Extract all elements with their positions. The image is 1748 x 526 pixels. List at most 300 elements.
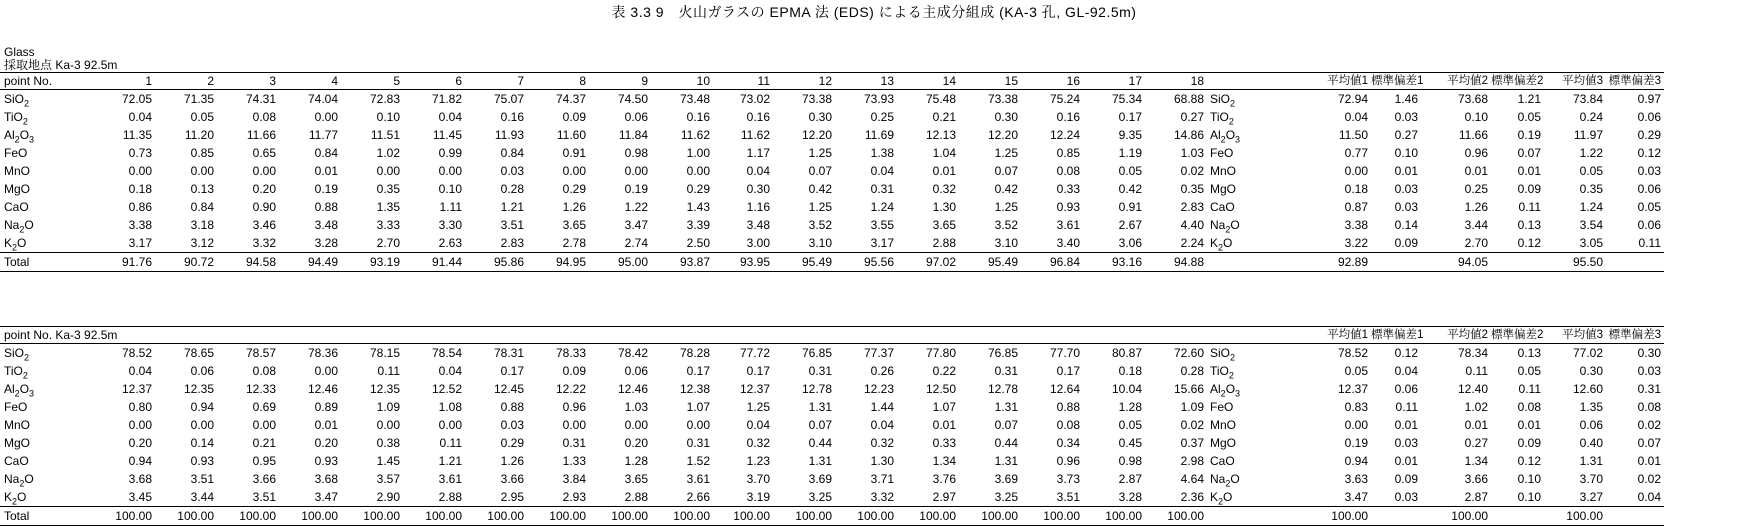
value-cell: 0.30	[808, 110, 832, 124]
value-cell: 1.24	[870, 200, 894, 214]
stat-header: 平均値3	[1544, 73, 1606, 90]
value-cell: 12.23	[863, 382, 894, 396]
value-cell: 0.16	[1056, 110, 1080, 124]
value-cell: 11.66	[246, 128, 276, 142]
stat-cell: 1.02	[1464, 400, 1488, 414]
stat-cell: 3.22	[1344, 236, 1368, 250]
stat-cell: 0.03	[1394, 182, 1418, 196]
total-cell: 100.00	[773, 507, 835, 526]
oxide-label: CaO	[4, 200, 29, 214]
value-cell: 2.83	[500, 236, 524, 250]
value-cell: 0.84	[500, 146, 524, 160]
value-cell: 11.35	[122, 128, 152, 142]
oxide-row	[0, 198, 1664, 216]
value-cell: 3.46	[252, 218, 276, 232]
point-number	[713, 327, 773, 344]
stat-cell: 0.04	[1344, 110, 1368, 124]
stat-cell: 0.24	[1579, 110, 1603, 124]
value-cell: 1.45	[376, 454, 400, 468]
value-cell: 11.69	[864, 128, 894, 142]
stat-cell: 1.46	[1394, 92, 1418, 106]
value-cell: 12.46	[307, 382, 338, 396]
total-cell: 95.49	[773, 253, 835, 272]
stat-cell: 0.12	[1394, 346, 1418, 360]
value-cell: 0.42	[994, 182, 1018, 196]
value-cell: 76.85	[987, 346, 1018, 360]
value-cell: 1.02	[376, 146, 400, 160]
value-cell: 12.37	[121, 382, 152, 396]
value-cell: 3.25	[808, 490, 832, 504]
value-cell: 1.28	[624, 454, 648, 468]
total-cell: 93.87	[651, 253, 713, 272]
value-cell: 72.05	[121, 92, 152, 106]
stat-cell: 0.03	[1637, 364, 1661, 378]
oxide-label-repeat: MgO	[1210, 436, 1237, 450]
value-cell: 0.10	[376, 110, 400, 124]
value-cell: 1.16	[746, 200, 770, 214]
oxide-label: MgO	[4, 182, 31, 196]
sample-type: Glass	[4, 45, 35, 59]
value-cell: 0.07	[808, 164, 832, 178]
value-cell: 0.00	[686, 418, 710, 432]
oxide-row	[0, 234, 1664, 253]
value-cell: 0.69	[252, 400, 276, 414]
value-cell: 0.27	[1180, 110, 1204, 124]
point-number: 10	[651, 73, 713, 90]
value-cell: 10.04	[1111, 382, 1142, 396]
point-number: 11	[713, 73, 773, 90]
value-cell: 3.28	[1118, 490, 1142, 504]
value-cell: 3.10	[994, 236, 1018, 250]
oxide-label: CaO	[4, 454, 29, 468]
value-cell: 0.31	[808, 364, 832, 378]
total-cell: 100.00	[341, 507, 403, 526]
value-cell: 0.21	[932, 110, 956, 124]
value-cell: 0.89	[314, 400, 338, 414]
value-cell: 76.85	[801, 346, 832, 360]
value-cell: 1.26	[500, 454, 524, 468]
value-cell: 0.00	[314, 364, 338, 378]
value-cell: 0.01	[932, 164, 956, 178]
value-cell: 12.20	[987, 128, 1018, 142]
value-cell: 0.30	[994, 110, 1018, 124]
value-cell: 0.85	[190, 146, 214, 160]
value-cell: 3.48	[746, 218, 770, 232]
value-cell: 1.03	[624, 400, 648, 414]
stat-cell: 0.83	[1344, 400, 1368, 414]
stat-cell: 78.52	[1337, 346, 1368, 360]
value-cell: 73.48	[679, 92, 710, 106]
value-cell: 3.76	[932, 472, 956, 486]
stat-cell: 0.03	[1394, 200, 1418, 214]
value-cell: 2.83	[1180, 200, 1204, 214]
value-cell: 0.21	[252, 436, 276, 450]
value-cell: 0.03	[500, 418, 524, 432]
stat-cell: 1.21	[1517, 92, 1541, 106]
point-number: 5	[341, 73, 403, 90]
value-cell: 0.00	[562, 418, 586, 432]
total-label: Total	[0, 507, 100, 526]
total-cell: 91.76	[100, 253, 155, 272]
value-cell: 0.00	[190, 164, 214, 178]
value-cell: 12.64	[1049, 382, 1080, 396]
value-cell: 12.33	[245, 382, 276, 396]
point-number	[465, 327, 527, 344]
value-cell: 73.38	[801, 92, 832, 106]
stat-cell: 0.27	[1464, 436, 1488, 450]
total-stat-cell	[1371, 507, 1421, 526]
stat-cell: 0.11	[1465, 364, 1488, 378]
table-title: 表 3.3 9 火山ガラスの EPMA 法 (EDS) による主成分組成 (KA-3 孔, GL-92.5m)	[611, 4, 1137, 20]
total-cell: 90.72	[155, 253, 217, 272]
value-cell: 0.32	[870, 436, 894, 450]
value-cell: 0.01	[932, 418, 956, 432]
value-cell: 1.30	[870, 454, 894, 468]
stat-cell: 0.96	[1464, 146, 1488, 160]
total-cell: 100.00	[403, 507, 465, 526]
stat-cell: 0.18	[1344, 182, 1368, 196]
value-cell: 0.42	[808, 182, 832, 196]
value-cell: 1.11	[439, 200, 462, 214]
value-cell: 3.51	[252, 490, 276, 504]
total-cell: 100.00	[1083, 507, 1145, 526]
value-cell: 0.29	[686, 182, 710, 196]
value-cell: 3.06	[1118, 236, 1142, 250]
stat-cell: 0.13	[1517, 346, 1541, 360]
value-cell: 0.25	[870, 110, 894, 124]
value-cell: 0.65	[252, 146, 276, 160]
point-number: 3	[217, 73, 279, 90]
oxide-label: SiO$_2$	[4, 92, 30, 109]
oxide-row	[0, 470, 1664, 488]
value-cell: 0.31	[686, 436, 710, 450]
oxide-label: $K_2O$	[4, 490, 27, 507]
stat-header: 標準偏差1	[1371, 327, 1421, 344]
value-cell: 0.91	[1118, 200, 1142, 214]
stat-cell: 0.19	[1517, 128, 1541, 142]
point-number	[651, 327, 713, 344]
point-number: 14	[897, 73, 959, 90]
value-cell: 3.52	[808, 218, 832, 232]
total-cell: 97.02	[897, 253, 959, 272]
value-cell: 12.46	[617, 382, 648, 396]
oxide-row	[0, 144, 1664, 162]
value-cell: 0.04	[438, 110, 462, 124]
value-cell: 3.40	[1056, 236, 1080, 250]
total-cell: 94.88	[1145, 253, 1207, 272]
oxide-label-repeat: CaO	[1210, 454, 1235, 468]
value-cell: 0.19	[624, 182, 648, 196]
stat-cell: 0.31	[1637, 382, 1661, 396]
value-cell: 3.32	[252, 236, 276, 250]
value-cell: 0.05	[1118, 418, 1142, 432]
value-cell: 0.20	[624, 436, 648, 450]
value-cell: 68.88	[1173, 92, 1204, 106]
value-cell: 0.04	[870, 164, 894, 178]
point-number	[279, 327, 341, 344]
value-cell: 3.19	[746, 490, 770, 504]
oxide-label: FeO	[4, 400, 28, 414]
oxide-label-repeat: $K_2O$	[1210, 236, 1233, 253]
stat-header: 平均値2	[1421, 73, 1491, 90]
stat-cell: 0.30	[1637, 346, 1661, 360]
value-cell: 3.10	[808, 236, 832, 250]
value-cell: 2.88	[438, 490, 462, 504]
value-cell: 0.04	[128, 110, 152, 124]
value-cell: 0.35	[1180, 182, 1204, 196]
value-cell: 1.35	[376, 200, 400, 214]
value-cell: 75.48	[925, 92, 956, 106]
value-cell: 0.06	[190, 364, 214, 378]
oxide-label-repeat: MgO	[1210, 182, 1237, 196]
value-cell: 1.07	[686, 400, 710, 414]
value-cell: 2.95	[500, 490, 524, 504]
value-cell: 0.44	[808, 436, 832, 450]
stat-cell: 0.01	[1637, 454, 1661, 468]
stat-cell: 0.01	[1394, 164, 1418, 178]
value-cell: 1.00	[686, 146, 710, 160]
total-label: Total	[0, 253, 100, 272]
stat-cell: 0.27	[1394, 128, 1418, 142]
stat-cell: 0.25	[1464, 182, 1488, 196]
oxide-row	[0, 90, 1664, 109]
oxide-label: MnO	[4, 164, 31, 178]
value-cell: 3.71	[870, 472, 894, 486]
value-cell: 3.30	[438, 218, 462, 232]
value-cell: 11.84	[618, 128, 648, 142]
value-cell: 12.13	[925, 128, 956, 142]
value-cell: 3.12	[190, 236, 214, 250]
value-cell: 0.45	[1118, 436, 1142, 450]
total-stat-cell	[1491, 253, 1544, 272]
value-cell: 3.32	[870, 490, 894, 504]
oxide-row	[0, 108, 1664, 126]
stat-cell: 0.09	[1394, 236, 1418, 250]
value-cell: 0.20	[314, 436, 338, 450]
oxide-label: SiO$_2$	[4, 346, 30, 363]
stat-cell: 0.30	[1579, 364, 1603, 378]
value-cell: 0.93	[314, 454, 338, 468]
value-cell: 0.10	[438, 182, 462, 196]
oxide-row	[0, 398, 1664, 416]
stat-cell: 0.04	[1394, 364, 1418, 378]
stat-cell: 1.34	[1464, 454, 1488, 468]
value-cell: 0.00	[252, 418, 276, 432]
stat-cell: 0.03	[1394, 490, 1418, 504]
point-number	[589, 327, 651, 344]
value-cell: 0.73	[128, 146, 152, 160]
point-number: 2	[155, 73, 217, 90]
value-cell: 1.21	[500, 200, 524, 214]
stat-cell: 0.05	[1637, 200, 1661, 214]
stat-cell: 0.11	[1638, 236, 1661, 250]
oxide-label: $Al_2O_3$	[4, 128, 35, 145]
value-cell: 73.38	[987, 92, 1018, 106]
value-cell: 0.02	[1180, 418, 1204, 432]
value-cell: 0.17	[1118, 110, 1142, 124]
stat-cell: 0.12	[1517, 236, 1541, 250]
value-cell: 0.29	[500, 436, 524, 450]
point-number	[403, 327, 465, 344]
value-cell: 3.25	[994, 490, 1018, 504]
total-stat-cell	[1606, 507, 1664, 526]
total-cell: 95.86	[465, 253, 527, 272]
value-cell: 0.07	[994, 418, 1018, 432]
value-cell: 3.52	[994, 218, 1018, 232]
oxide-label-repeat: MnO	[1210, 418, 1237, 432]
value-cell: 11.77	[308, 128, 338, 142]
value-cell: 0.08	[1056, 418, 1080, 432]
stat-header: 標準偏差3	[1606, 327, 1664, 344]
point-number: 7	[465, 73, 527, 90]
value-cell: 3.33	[376, 218, 400, 232]
value-cell: 75.24	[1049, 92, 1080, 106]
value-cell: 0.94	[128, 454, 152, 468]
stat-cell: 0.01	[1517, 164, 1541, 178]
value-cell: 3.70	[746, 472, 770, 486]
value-cell: 12.35	[369, 382, 400, 396]
total-stat-cell: 100.00	[1257, 507, 1371, 526]
stat-cell: 0.09	[1517, 436, 1541, 450]
point-number: 16	[1021, 73, 1083, 90]
value-cell: 2.88	[932, 236, 956, 250]
value-cell: 3.61	[438, 472, 462, 486]
value-cell: 0.14	[190, 436, 214, 450]
value-cell: 3.69	[808, 472, 832, 486]
value-cell: 78.28	[679, 346, 710, 360]
spacer	[1207, 327, 1257, 344]
oxide-label: $K_2O$	[4, 236, 27, 253]
oxide-label: TiO$_2$	[4, 110, 28, 127]
value-cell: 0.00	[624, 418, 648, 432]
composition-table-1	[0, 72, 1664, 272]
stat-cell: 0.09	[1394, 472, 1418, 486]
value-cell: 3.44	[190, 490, 214, 504]
value-cell: 12.52	[431, 382, 462, 396]
sampling-location: 採取地点 Ka-3 92.5m	[4, 58, 118, 72]
point-number: 15	[959, 73, 1021, 90]
stat-cell: 0.10	[1464, 110, 1488, 124]
value-cell: 3.84	[562, 472, 586, 486]
value-cell: 0.93	[1056, 200, 1080, 214]
value-cell: 0.09	[562, 110, 586, 124]
stat-cell: 0.05	[1344, 364, 1368, 378]
value-cell: 0.33	[1056, 182, 1080, 196]
stat-cell: 0.01	[1517, 418, 1541, 432]
value-cell: 0.00	[314, 110, 338, 124]
oxide-row	[0, 162, 1664, 180]
stat-cell: 0.01	[1394, 454, 1418, 468]
stat-header: 平均値1	[1257, 73, 1371, 90]
total-cell: 100.00	[217, 507, 279, 526]
value-cell: 1.04	[932, 146, 956, 160]
oxide-row	[0, 416, 1664, 434]
stat-cell: 0.09	[1517, 182, 1541, 196]
value-cell: 0.31	[994, 364, 1018, 378]
stat-cell: 0.04	[1637, 490, 1661, 504]
value-cell: 11.62	[680, 128, 710, 142]
value-cell: 9.35	[1118, 128, 1142, 142]
value-cell: 3.68	[314, 472, 338, 486]
point-number: 4	[279, 73, 341, 90]
value-cell: 0.88	[1056, 400, 1080, 414]
value-cell: 0.98	[1118, 454, 1142, 468]
stat-cell: 0.29	[1637, 128, 1661, 142]
value-cell: 0.80	[128, 400, 152, 414]
value-cell: 78.15	[369, 346, 400, 360]
total-cell: 94.49	[279, 253, 341, 272]
value-cell: 12.50	[925, 382, 956, 396]
value-cell: 0.17	[1056, 364, 1080, 378]
value-cell: 0.00	[128, 164, 152, 178]
value-cell: 3.66	[500, 472, 524, 486]
point-number	[1145, 327, 1207, 344]
oxide-label: MnO	[4, 418, 31, 432]
total-cell: 100.00	[155, 507, 217, 526]
value-cell: 3.73	[1056, 472, 1080, 486]
value-cell: 0.93	[190, 454, 214, 468]
value-cell: 1.38	[870, 146, 894, 160]
value-cell: 1.19	[1118, 146, 1142, 160]
stat-cell: 0.87	[1344, 200, 1368, 214]
stat-cell: 0.40	[1579, 436, 1603, 450]
value-cell: 0.84	[190, 200, 214, 214]
value-cell: 1.34	[932, 454, 956, 468]
value-cell: 2.36	[1180, 490, 1204, 504]
value-cell: 78.33	[555, 346, 586, 360]
spacer	[1207, 73, 1257, 90]
value-cell: 0.13	[190, 182, 214, 196]
value-cell: 0.86	[128, 200, 152, 214]
value-cell: 3.18	[190, 218, 214, 232]
value-cell: 0.04	[438, 364, 462, 378]
value-cell: 0.84	[314, 146, 338, 160]
value-cell: 1.31	[808, 400, 832, 414]
value-cell: 1.25	[994, 200, 1018, 214]
value-cell: 3.38	[128, 218, 152, 232]
stat-cell: 0.02	[1637, 472, 1661, 486]
value-cell: 0.96	[562, 400, 586, 414]
value-cell: 12.78	[987, 382, 1018, 396]
value-cell: 0.26	[870, 364, 894, 378]
stat-cell: 0.03	[1394, 436, 1418, 450]
stat-cell: 0.97	[1637, 92, 1661, 106]
value-cell: 3.61	[686, 472, 710, 486]
value-cell: 0.85	[1056, 146, 1080, 160]
value-cell: 3.28	[314, 236, 338, 250]
value-cell: 73.02	[739, 92, 770, 106]
stat-cell: 0.77	[1344, 146, 1368, 160]
value-cell: 0.22	[932, 364, 956, 378]
stat-cell: 2.70	[1464, 236, 1488, 250]
value-cell: 0.16	[500, 110, 524, 124]
value-cell: 12.22	[555, 382, 586, 396]
stat-cell: 72.94	[1337, 92, 1368, 106]
value-cell: 12.45	[493, 382, 524, 396]
value-cell: 2.63	[438, 236, 462, 250]
oxide-label-repeat: SiO$_2$	[1210, 346, 1236, 363]
value-cell: 72.83	[369, 92, 400, 106]
value-cell: 14.86	[1173, 128, 1204, 142]
value-cell: 0.16	[746, 110, 770, 124]
value-cell: 12.20	[801, 128, 832, 142]
value-cell: 0.94	[190, 400, 214, 414]
oxide-label-repeat: TiO$_2$	[1210, 364, 1234, 381]
stat-cell: 73.84	[1572, 92, 1603, 106]
total-cell: 100.00	[1145, 507, 1207, 526]
value-cell: 3.61	[1056, 218, 1080, 232]
value-cell: 0.07	[994, 164, 1018, 178]
